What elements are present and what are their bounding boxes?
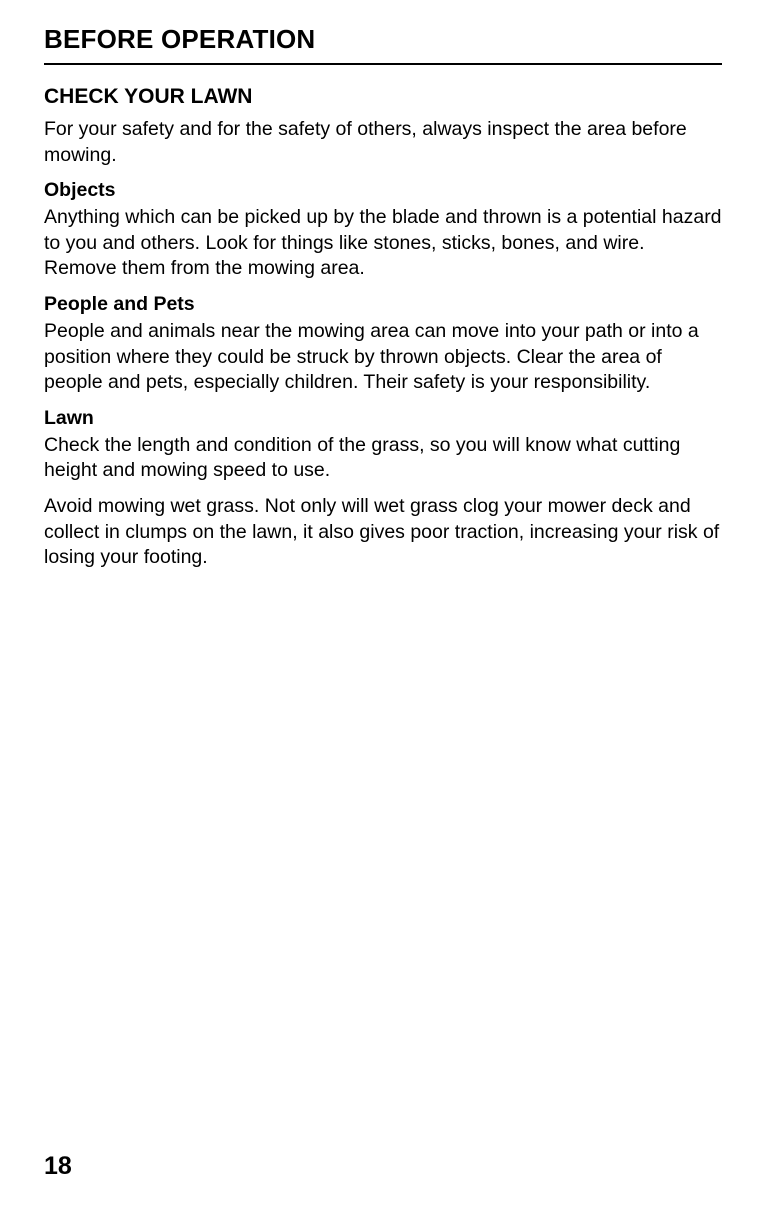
manual-page bbox=[44, 0, 722, 1206]
page-header: BEFORE OPERATION bbox=[44, 24, 316, 54]
page-number: 18 bbox=[44, 1152, 72, 1180]
section-title: CHECK YOUR LAWN bbox=[44, 85, 253, 108]
page-content bbox=[44, 83, 722, 571]
header-rule bbox=[44, 63, 722, 65]
lawn-paragraph-1: Check the length and condition of the grass, so you will know what cutting height and mowing speed to use. bbox=[44, 433, 681, 482]
objects-heading: Objects bbox=[44, 179, 116, 202]
people-pets-paragraph: People and animals near the mowing area can move into your path or into a position where they could be struck by thrown objects. Clear the area of people and pets, especially children. Their safety is your responsibility. bbox=[44, 319, 699, 394]
objects-paragraph: Anything which can be picked up by the blade and thrown is a potential hazard to you and others. Look for things like stones, sticks, bones, and wire. Remove them from the mowing area. bbox=[44, 206, 722, 280]
people-pets-heading: People and Pets bbox=[44, 292, 195, 315]
lawn-heading: Lawn bbox=[44, 406, 94, 429]
lawn-paragraph-2: Avoid mowing wet grass. Not only will wet grass clog your mower deck and collect in clumps on the lawn, it also gives poor traction, increasing your risk of losing your footing. bbox=[44, 494, 720, 569]
intro-paragraph: For your safety and for the safety of others, always inspect the area before mowing. bbox=[44, 118, 687, 166]
